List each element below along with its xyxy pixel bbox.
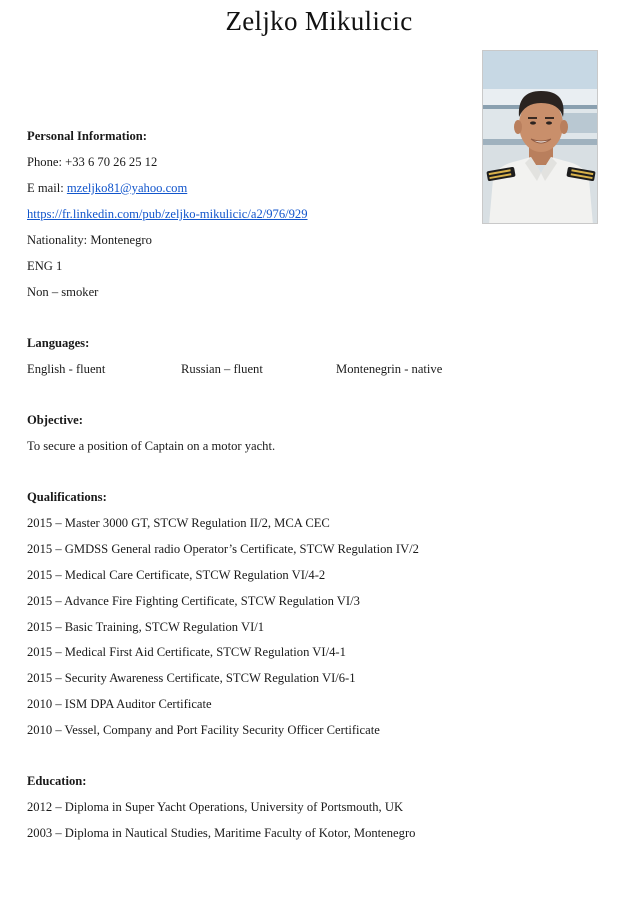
objective-heading: Objective:	[27, 413, 83, 427]
personal-info-heading: Personal Information:	[27, 129, 147, 143]
phone-line	[27, 154, 157, 170]
smoker-line: Non – smoker	[27, 285, 99, 299]
languages-heading: Languages:	[27, 336, 90, 350]
education-item: 2012 – Diploma in Super Yacht Operations, University of Portsmouth, UK	[27, 800, 404, 814]
nationality-value: Montenegro	[90, 233, 152, 247]
nationality-label: Nationality:	[27, 233, 88, 247]
portrait-photo	[482, 50, 598, 224]
language-item: English - fluent	[27, 362, 106, 376]
education-item: 2003 – Diploma in Nautical Studies, Maritime Faculty of Kotor, Montenegro	[27, 826, 416, 840]
qualification-item: 2015 – Security Awareness Certificate, STCW Regulation VI/6-1	[27, 671, 356, 685]
qualification-item: 2015 – Medical Care Certificate, STCW Regulation VI/4-2	[27, 568, 326, 582]
qualification-item: 2015 – Master 3000 GT, STCW Regulation II/2, MCA CEC	[27, 516, 330, 530]
portrait-illustration	[483, 51, 598, 224]
qualification-item: 2015 – Medical First Aid Certificate, STCW Regulation VI/4-1	[27, 645, 346, 659]
phone-label: Phone:	[27, 155, 62, 169]
qualification-item: 2010 – ISM DPA Auditor Certificate	[27, 697, 212, 711]
qualification-item: 2010 – Vessel, Company and Port Facility Security Officer Certificate	[27, 723, 380, 737]
linkedin-link[interactable]: https://fr.linkedin.com/pub/zeljko-mikulicic/a2/976/929	[27, 207, 308, 221]
eng-line: ENG 1	[27, 259, 63, 273]
language-item: Russian – fluent	[181, 362, 263, 376]
language-item: Montenegrin - native	[336, 362, 443, 376]
nationality-line	[27, 232, 152, 248]
linkedin-line	[27, 206, 308, 222]
email-label: E mail:	[27, 181, 64, 195]
phone-value: +33 6 70 26 25 12	[65, 155, 158, 169]
email-line	[27, 180, 187, 196]
qualification-item: 2015 – GMDSS General radio Operator’s Certificate, STCW Regulation IV/2	[27, 542, 419, 556]
objective-text: To secure a position of Captain on a motor yacht.	[27, 439, 276, 453]
qualification-item: 2015 – Advance Fire Fighting Certificate, STCW Regulation VI/3	[27, 594, 360, 608]
email-link[interactable]: mzeljko81@yahoo.com	[66, 181, 188, 195]
education-heading: Education:	[27, 774, 87, 788]
resume-name: Zeljko Mikulicic	[225, 6, 413, 36]
qualifications-heading: Qualifications:	[27, 490, 107, 504]
qualification-item: 2015 – Basic Training, STCW Regulation VI/1	[27, 620, 265, 634]
